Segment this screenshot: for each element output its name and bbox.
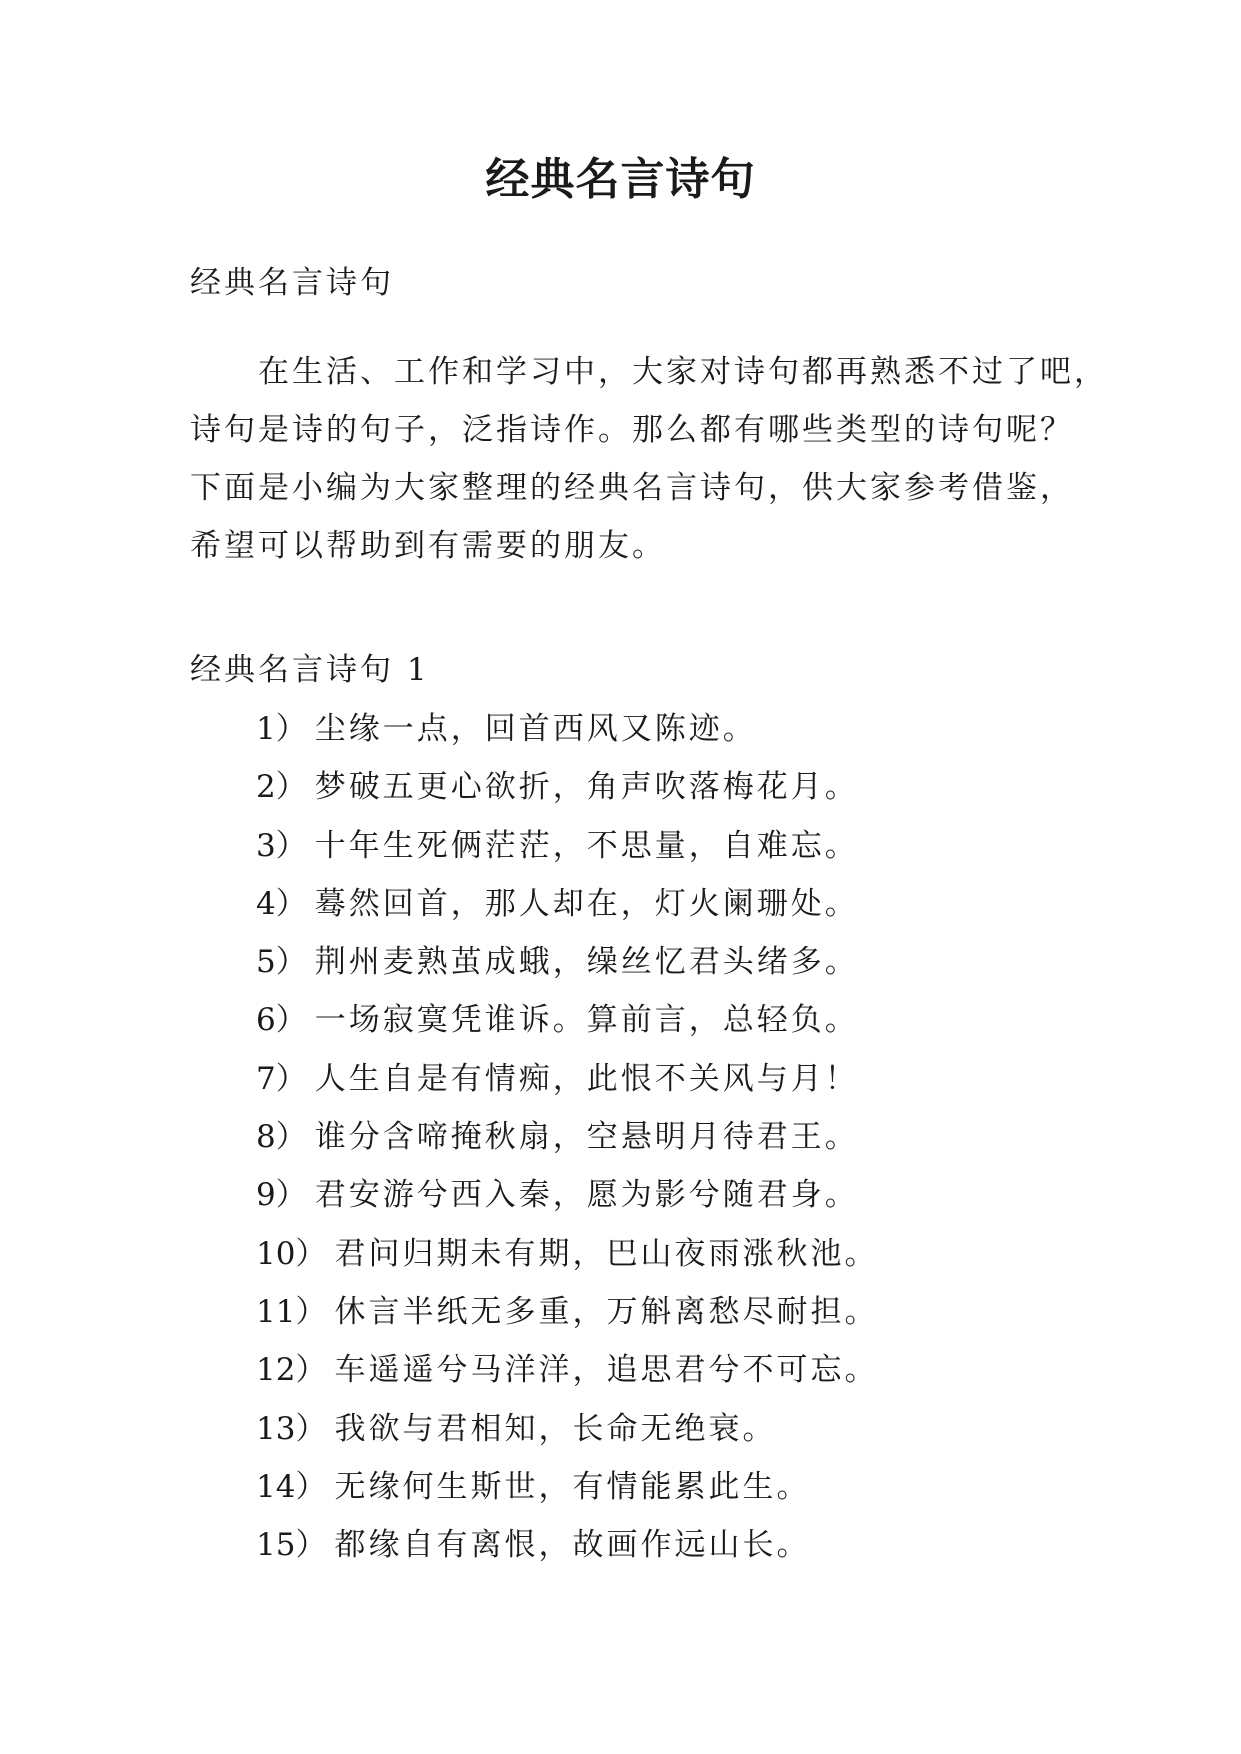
item-number: 1）	[256, 711, 307, 747]
item-number: 8）	[256, 1119, 307, 1156]
item-number: 14）	[256, 1468, 327, 1505]
poem-text: 荆州麦熟茧成蛾，缲丝忆君头绪多。	[314, 944, 859, 981]
poem-text: 休言半纸无多重，万斛离愁尽耐担。	[334, 1293, 879, 1330]
poem-text: 梦破五更心欲折，角声吹落梅花月。	[314, 769, 859, 806]
list-item	[256, 991, 878, 1049]
intro-line: 诗句是诗的句子，泛指诗作。那么都有哪些类型的诗句呢？	[190, 412, 1074, 448]
list-item	[256, 817, 878, 875]
item-number: 10）	[256, 1235, 327, 1272]
list-item	[256, 700, 878, 758]
list-item	[256, 1516, 878, 1574]
item-number: 12）	[256, 1352, 327, 1389]
poem-text: 无缘何生斯世，有情能累此生。	[334, 1468, 811, 1505]
list-item	[256, 1225, 878, 1283]
document-subtitle: 经典名言诗句	[190, 265, 394, 301]
intro-paragraph	[190, 343, 1108, 575]
item-number: 3）	[256, 827, 307, 864]
list-item	[256, 1400, 878, 1458]
intro-line: 希望可以帮助到有需要的朋友。	[190, 528, 666, 564]
poem-text: 一场寂寞凭谁诉。算前言，总轻负。	[314, 1002, 859, 1039]
intro-line: 在生活、工作和学习中，大家对诗句都再熟悉不过了吧，	[258, 354, 1108, 390]
list-item	[256, 1050, 878, 1108]
list-item	[256, 1458, 878, 1516]
list-item	[256, 1283, 878, 1341]
item-number: 9）	[256, 1177, 307, 1214]
intro-line: 下面是小编为大家整理的经典名言诗句，供大家参考借鉴，	[190, 470, 1074, 506]
item-number: 13）	[256, 1410, 327, 1447]
section-heading: 经典名言诗句 1	[190, 652, 430, 688]
item-number: 5）	[256, 944, 307, 981]
list-item	[256, 1341, 878, 1399]
poem-text: 君安游兮西入秦，愿为影兮随君身。	[314, 1177, 859, 1214]
poem-text: 君问归期未有期，巴山夜雨涨秋池。	[334, 1235, 879, 1272]
poem-text: 都缘自有离恨，故画作远山长。	[334, 1527, 811, 1564]
poem-text: 我欲与君相知，长命无绝衰。	[334, 1410, 777, 1447]
poem-text: 车遥遥兮马洋洋，追思君兮不可忘。	[334, 1352, 879, 1389]
poem-text: 尘缘一点，回首西风又陈迹。	[314, 711, 757, 747]
item-number: 11）	[256, 1293, 327, 1330]
poem-text: 蓦然回首，那人却在，灯火阑珊处。	[314, 885, 859, 922]
item-number: 2）	[256, 769, 307, 806]
item-number: 7）	[256, 1060, 307, 1097]
list-item	[256, 758, 878, 816]
list-item	[256, 1166, 878, 1224]
poem-text: 十年生死俩茫茫，不思量，自难忘。	[314, 827, 859, 864]
poem-text: 谁分含啼掩秋扇，空悬明月待君王。	[314, 1119, 859, 1156]
document-title: 经典名言诗句	[485, 154, 756, 205]
item-number: 6）	[256, 1002, 307, 1039]
list-item	[256, 933, 878, 991]
list-item	[256, 875, 878, 933]
poem-text: 人生自是有情痴，此恨不关风与月！	[314, 1060, 859, 1097]
list-item	[256, 1108, 878, 1166]
poem-list	[256, 700, 878, 1574]
item-number: 15）	[256, 1527, 327, 1564]
item-number: 4）	[256, 885, 307, 922]
